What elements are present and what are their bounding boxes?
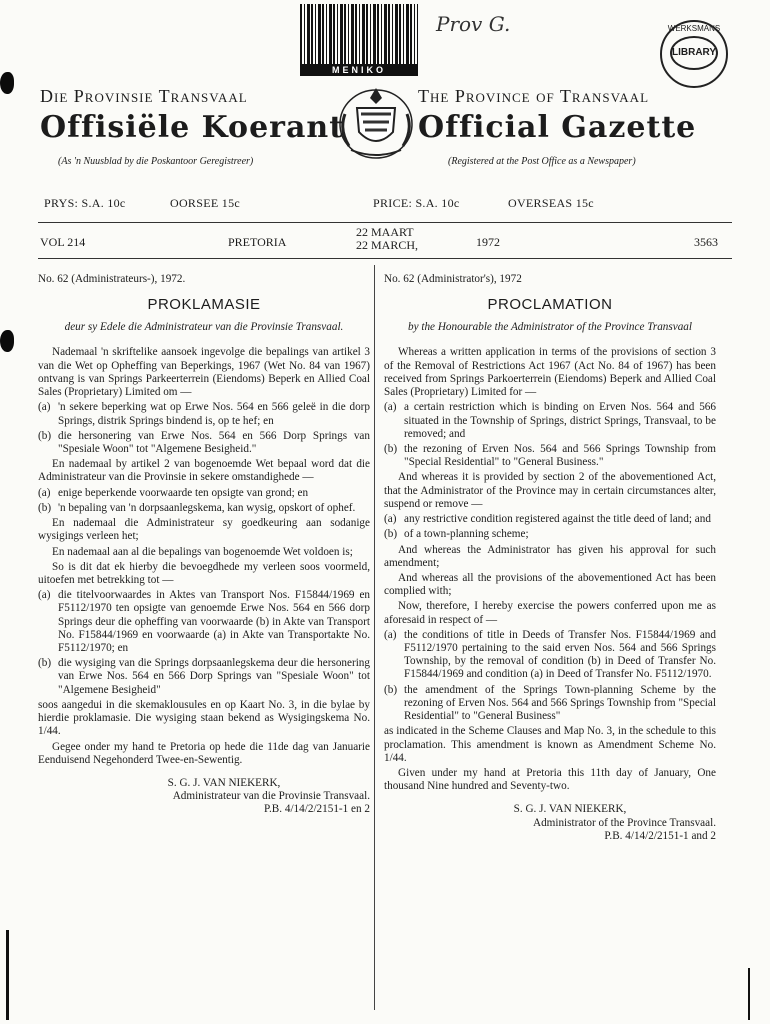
- gazette-title-afrikaans: Offisiële Koerant: [40, 110, 345, 145]
- stamp-top-text: WERKSMANS: [667, 24, 721, 33]
- list-item: (a) 'n sekere beperking wat op Erwe Nos. 564 en 566 geleë in die dorp Springs, distrik Springs bindend is, op te hef; en: [38, 401, 370, 427]
- paragraph: soos aangedui in die skemaklousules en op Kaart No. 3, in die bylae by hierdie proklamasie. Die wysiging staan bekend as Wysigingskema No. 1/44.: [38, 698, 370, 738]
- list-item: (b) the amendment of the Springs Town-planning Scheme by the rezoning of Erven Nos. 564 and 566 Springs Township from "Special Residential" to "General Business": [384, 683, 716, 723]
- issue-date: [356, 226, 418, 252]
- paragraph: Nademaal 'n skriftelike aansoek ingevolge die bepalings van artikel 3 van die Wet op Opheffing van Beperkings, 1967 (Wet No. 84 van 1967) ontvang is van Springs Parkeerterrein (Eiendoms) Beperk en Allied Coal Sales (Proprietary) Limited om —: [38, 346, 370, 399]
- paragraph: And whereas the Administrator has given his approval for such amendment;: [384, 543, 716, 569]
- subtitle-english: (Registered at the Post Office as a Newspaper): [448, 156, 636, 167]
- proclamation-byline: by the Honourable the Administrator of the Province Transvaal: [408, 321, 693, 334]
- proclamation-number: No. 62 (Administrateurs-), 1972.: [38, 273, 186, 285]
- volume: VOL 214: [40, 235, 86, 249]
- punch-hole-mark-top: [0, 72, 14, 94]
- handwritten-note: Prov G.: [436, 12, 511, 36]
- paragraph: So is dit dat ek hierby die bevoegdhede my verleen soos voormeld, uitoefen met betrekking tot —: [38, 560, 370, 586]
- list-item: (a) enige beperkende voorwaarde ten opsigte van grond; en: [38, 486, 309, 499]
- paragraph: Given under my hand at Pretoria this 11th day of January, One thousand Nine hundred and Seventy-two.: [384, 767, 716, 793]
- paragraph: En nademaal by artikel 2 van bogenoemde Wet bepaal word dat die Administrateur van die Provinsie in sekere omstandighede —: [38, 458, 370, 484]
- list-item: (a) a certain restriction which is binding on Erven Nos. 564 and 566 situated in the Township of Springs, district Springs, Transvaal, to be removed; and: [384, 401, 716, 440]
- subtitle-afrikaans: (As 'n Nuusblad by die Poskantoor Geregistreer): [58, 156, 254, 167]
- proclamation-heading: PROCLAMATION: [487, 296, 613, 314]
- list-item: (b) die wysiging van die Springs dorpsaanlegskema deur die hersonering van Erwe Nos. 564 en 566 Dorp Springs van "Spesiale Woon" tot "Algemene Besigheid": [38, 657, 370, 696]
- scan-edge-mark: [6, 930, 9, 1020]
- signature-name: S. G. J. VAN NIEKERK,: [167, 777, 281, 789]
- punch-hole-mark-middle: [0, 330, 14, 352]
- list-item: (b) die hersonering van Erwe Nos. 564 en 566 Dorp Springs van "Spesiale Woon" tot "Algemene Besigheid.": [38, 429, 370, 455]
- overseas-price-afrikaans: OORSEE 15c: [170, 196, 240, 210]
- title-right: The Province of Transvaal: [418, 86, 650, 106]
- column-divider: [374, 265, 375, 1010]
- paragraph: as indicated in the Scheme Clauses and Map No. 3, in the schedule to this proclamation. This amendment is known as Amendment Scheme No. 1/44.: [384, 725, 716, 764]
- list-item: (a) any restrictive condition registered against the title deed of land; and: [384, 513, 711, 526]
- list-item: (b) of a town-planning scheme;: [384, 528, 529, 541]
- issue-date-afrikaans: 22 MAART: [356, 225, 414, 239]
- paragraph: En nademaal aan al die bepalings van bogenoemde Wet voldoen is;: [52, 545, 353, 558]
- proclamation-english: [384, 273, 716, 843]
- list-item: (b) 'n bepaling van 'n dorpsaanlegskema, kan wysig, opskort of ophef.: [38, 501, 356, 514]
- coat-of-arms-icon: [335, 80, 417, 162]
- gazette-title-english: Official Gazette: [418, 110, 697, 145]
- library-stamp: [660, 20, 728, 88]
- stamp-center-text: LIBRARY: [670, 36, 718, 70]
- paragraph: Whereas a written application in terms of the provisions of section 3 of the Removal of Restrictions Act 1967 (Act No. 84 of 1967) has been received from Springs Parkoerterrein (Eiendoms) Beperk and Allied Coal Sales (Proprietary) Limited for —: [384, 346, 716, 399]
- signature-name: S. G. J. VAN NIEKERK,: [513, 803, 627, 816]
- reference-number: P.B. 4/14/2/2151-1 en 2: [264, 803, 370, 816]
- paragraph: Gegee onder my hand te Pretoria op hede die 11de dag van Januarie Eenduisend Negehonderd Twee-en-Sewentig.: [38, 740, 370, 766]
- proclamation-afrikaans: [38, 273, 370, 817]
- barcode-label: MENIKO: [300, 64, 418, 76]
- paragraph: En nademaal die Administrateur sy goedkeuring aan sodanige wysigings verleen het;: [38, 517, 370, 543]
- paragraph: And whereas it is provided by section 2 of the abovementioned Act, that the Administrator of the Province may in certain circumstances alter, suspend or remove —: [384, 471, 716, 510]
- issue-place: PRETORIA: [228, 235, 287, 249]
- barcode: [300, 4, 418, 64]
- list-item: (a) the conditions of title in Deeds of Transfer Nos. F15844/1969 and F5112/1970 pertaining to the said erven Nos. 564 and 566 Springs Township, by the removal of condition (b) in Deed of Transfer No. F15844/1969 and condition (a) in Deed of Transfer No. F5112/1970.: [384, 628, 716, 681]
- issue-number: 3563: [694, 235, 718, 249]
- divider-issue: [38, 258, 732, 259]
- signature-title: Administrator of the Province Transvaal.: [532, 816, 716, 829]
- price-english: PRICE: S.A. 10c: [373, 196, 460, 210]
- proclamation-number: No. 62 (Administrator's), 1972: [384, 273, 522, 285]
- list-item: (a) die titelvoorwaardes in Aktes van Transport Nos. F15844/1969 en F5112/1970 ten opsigte van genoemde Erwe Nos. 564 en 566 dorp Springs deur die opheffing van voorwaarde (b) in Akte van Transport No. F15844/1969 en voorwaarde (a) in Akte van Transportakte No. F5112/1970; en: [38, 589, 370, 655]
- list-item: (b) the rezoning of Erven Nos. 564 and 566 Springs Township from "Special Residential" to "General Business.": [384, 442, 716, 469]
- proclamation-byline: deur sy Edele die Administrateur van die Provinsie Transvaal.: [64, 321, 344, 334]
- title-left: Die Provinsie Transvaal: [40, 86, 248, 106]
- issue-date-english: 22 MARCH,: [356, 238, 419, 252]
- paragraph: And whereas all the provisions of the abovementioned Act has been complied with;: [384, 571, 716, 598]
- price-afrikaans: PRYS: S.A. 10c: [44, 196, 126, 210]
- signature-title: Administrateur van die Provinsie Transvaal.: [172, 790, 370, 803]
- issue-year: 1972: [476, 235, 500, 249]
- divider-top: [38, 222, 732, 223]
- reference-number: P.B. 4/14/2/2151-1 and 2: [604, 829, 716, 842]
- overseas-price-english: OVERSEAS 15c: [508, 196, 594, 210]
- scan-edge-mark: [748, 968, 750, 1020]
- proclamation-heading: PROKLAMASIE: [147, 296, 261, 314]
- paragraph: Now, therefore, I hereby exercise the powers conferred upon me as aforesaid in respect of —: [384, 600, 716, 626]
